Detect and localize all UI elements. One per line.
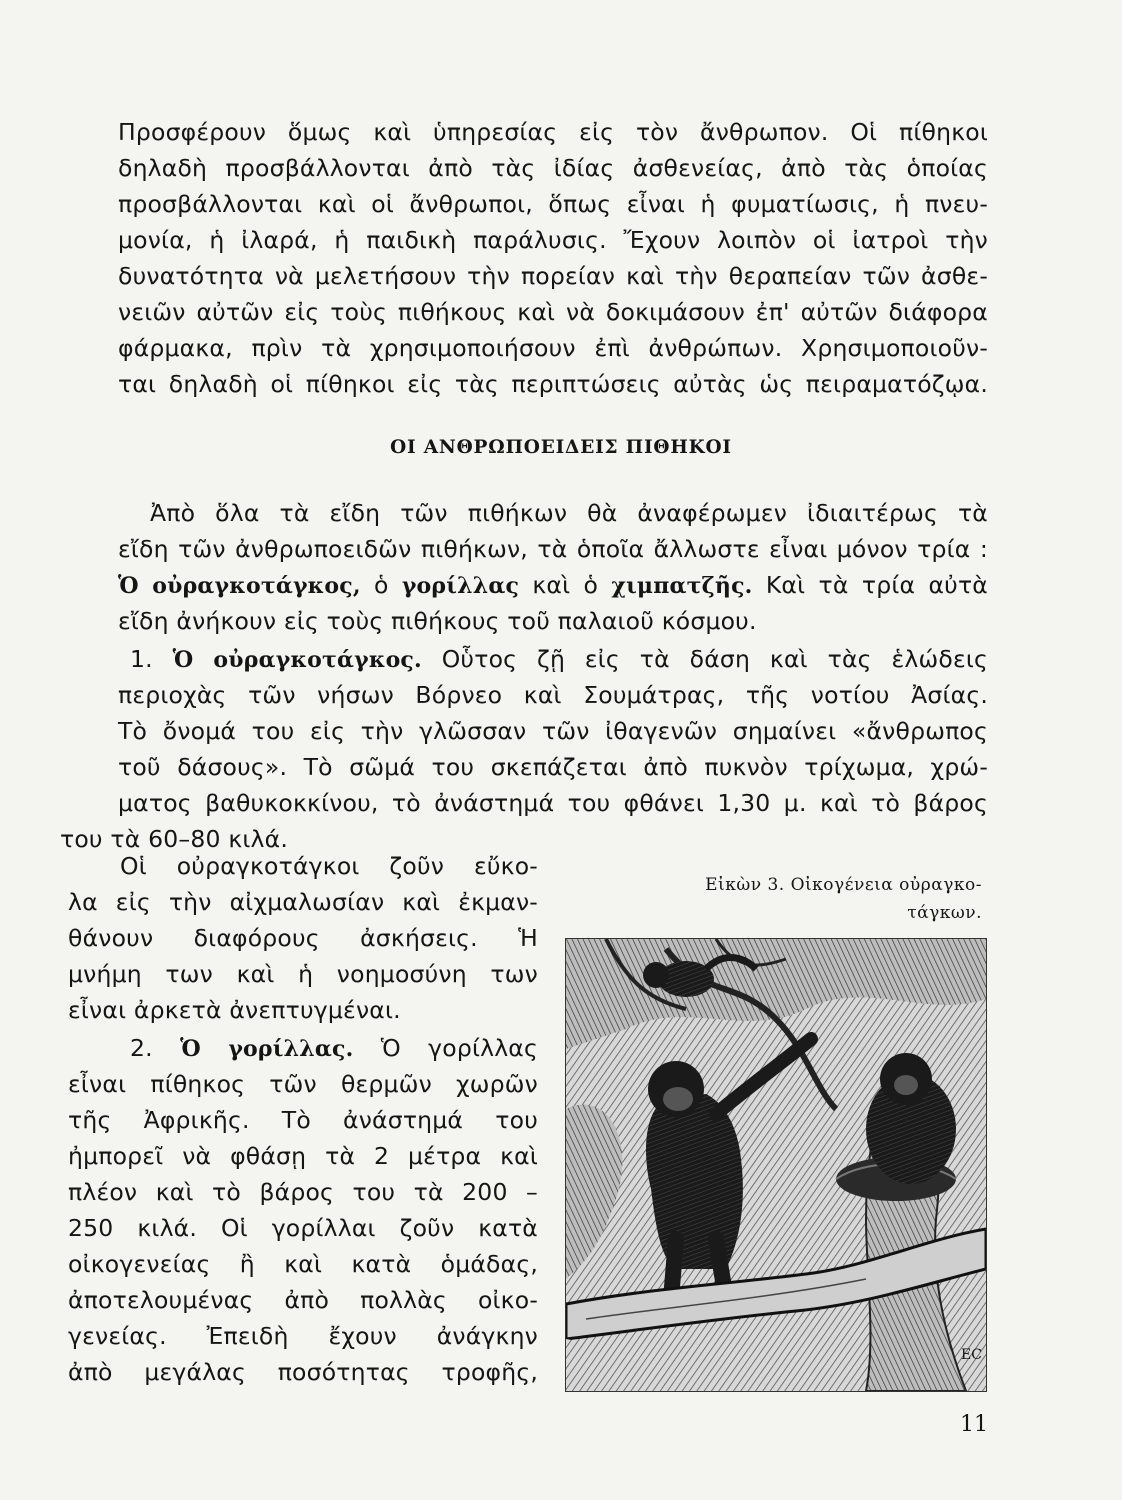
paragraph-line: ἀπὸ μεγάλας ποσότητας τροφῆς, [68, 1358, 538, 1386]
paragraph-line: οἰκογενείας ἢ καὶ κατὰ ὁμάδας, [68, 1250, 538, 1278]
intro-line: δυνατότητα νὰ μελετήσουν τὴν πορείαν καὶ τὴν θεραπείαν τῶν ἀσθε- [118, 262, 988, 290]
paragraph-line: θάνουν διαφόρους ἀσκήσεις. Ἡ [68, 924, 538, 952]
paragraph-line: λα εἰς τὴν αἰχμαλωσίαν καὶ ἐκμαν- [68, 888, 538, 916]
paragraph-line: ἀποτελουμένας ἀπὸ πολλὰς οἰκο- [68, 1286, 538, 1314]
paragraph-line: Ὁ οὐραγκοτάγκος, ὁ γορίλλας καὶ ὁ χιμπατζῆς. Καὶ τὰ τρία αὐτὰ [118, 571, 988, 599]
paragraph-line: γενείας. Ἐπειδὴ ἔχουν ἀνάγκην [68, 1322, 538, 1350]
paragraph-line: τῆς Ἀφρικῆς. Τὸ ἀνάστημά του [68, 1106, 538, 1134]
paragraph-line: 1. Ὁ οὐραγκοτάγκος. Οὗτος ζῇ εἰς τὰ δάση καὶ τὰς ἑλώδεις [130, 645, 988, 673]
item-number: 2. [130, 1034, 181, 1062]
species-name-orangutan: Ὁ οὐραγκοτάγκος, [118, 573, 361, 599]
intro-line: φάρμακα, πρὶν τὰ χρησιμοποιήσουν ἐπὶ ἀνθρώπων. Χρησιμοποιοῦν- [118, 334, 988, 362]
paragraph-line: εἶναι πίθηκος τῶν θερμῶν χωρῶν [68, 1070, 538, 1098]
intro-line: νειῶν αὐτῶν εἰς τοὺς πιθήκους καὶ νὰ δοκιμάσουν ἐπ' αὐτῶν διάφορα [118, 298, 988, 326]
paragraph-line: 2. Ὁ γορίλλας. Ὁ γορίλλας [130, 1034, 538, 1062]
intro-line: δηλαδὴ προσβάλλονται ἀπὸ τὰς ἰδίας ἀσθενείας, ἀπὸ τὰς ὁποίας [118, 154, 988, 182]
subheading-orangutan: Ὁ οὐραγκοτάγκος. [172, 647, 422, 673]
paragraph-line: Οἱ οὐραγκοτάγκοι ζοῦν εὔκο- [120, 852, 538, 880]
paragraph-line: μνήμη των καὶ ἡ νοημοσύνη των [68, 960, 538, 988]
orangutan-family-illustration [565, 938, 987, 1392]
paragraph-line: Τὸ ὄνομά του εἰς τὴν γλῶσσαν τῶν ἰθαγενῶν σημαίνει «ἄνθρωπος [118, 717, 988, 745]
paragraph-line: ἠμπορεῖ νὰ φθάσῃ τὰ 2 μέτρα καὶ [68, 1142, 538, 1170]
paragraph-line: εἶναι ἀρκετὰ ἀνεπτυγμέναι. [68, 996, 401, 1024]
paragraph-line: του τὰ 60–80 κιλά. [60, 825, 288, 853]
item-number: 1. [130, 645, 173, 673]
intro-line: ται δηλαδὴ οἱ πίθηκοι εἰς τὰς περιπτώσεις αὐτὰς ὡς πειραματόζῳα. [118, 370, 988, 398]
paragraph-line: ματος βαθυκοκκίνου, τὸ ἀνάστημά του φθάνει 1,30 μ. καὶ τὸ βάρος [118, 789, 988, 817]
intro-line: μονία, ἡ ἰλαρά, ἡ παιδικὴ παράλυσις. Ἔχουν λοιπὸν οἱ ἰατροὶ τὴν [118, 226, 988, 254]
artist-monogram: EC [961, 1347, 982, 1363]
subheading-gorilla: Ὁ γορίλλας. [180, 1036, 354, 1062]
figure-caption-line: τάγκων. [907, 903, 982, 923]
paragraph-line: Ἀπὸ ὅλα τὰ εἴδη τῶν πιθήκων θὰ ἀναφέρωμεν ἰδιαιτέρως τὰ [150, 499, 988, 527]
paragraph-line: περιοχὰς τῶν νήσων Βόρνεο καὶ Σουμάτρας, τῆς νοτίου Ἀσίας. [118, 681, 988, 709]
paragraph-line: πλέον καὶ τὸ βάρος του τὰ 200 – [68, 1178, 538, 1206]
page-number: 11 [960, 1412, 988, 1437]
paragraph-line: 250 κιλά. Οἱ γορίλλαι ζοῦν κατὰ [68, 1214, 538, 1242]
section-heading: ΟΙ ΑΝΘΡΩΠΟΕΙΔΕΙΣ ΠΙΘΗΚΟΙ [390, 437, 732, 458]
intro-line: προσβάλλονται καὶ οἱ ἄνθρωποι, ὅπως εἶναι ἡ φυματίωσις, ἡ πνευ- [118, 190, 988, 218]
paragraph-line: τοῦ δάσους». Τὸ σῶμά του σκεπάζεται ἀπὸ πυκνὸν τρίχωμα, χρώ- [118, 753, 988, 781]
species-name-chimpanzee: χιμπατζῆς. [611, 573, 753, 599]
figure-caption-line: Εἰκὼν 3. Οἰκογένεια οὐραγκο- [705, 875, 982, 895]
paragraph-line: εἴδη ἀνήκουν εἰς τοὺς πιθήκους τοῦ παλαιοῦ κόσμου. [118, 607, 757, 635]
paragraph-line: εἴδη τῶν ἀνθρωποειδῶν πιθήκων, τὰ ὁποῖα ἄλλωστε εἶναι μόνον τρία : [118, 535, 988, 563]
species-name-gorilla: γορίλλας [401, 573, 520, 599]
intro-line: Προσφέρουν ὅμως καὶ ὑπηρεσίας εἰς τὸν ἄνθρωπον. Οἱ πίθηκοι [118, 118, 988, 146]
